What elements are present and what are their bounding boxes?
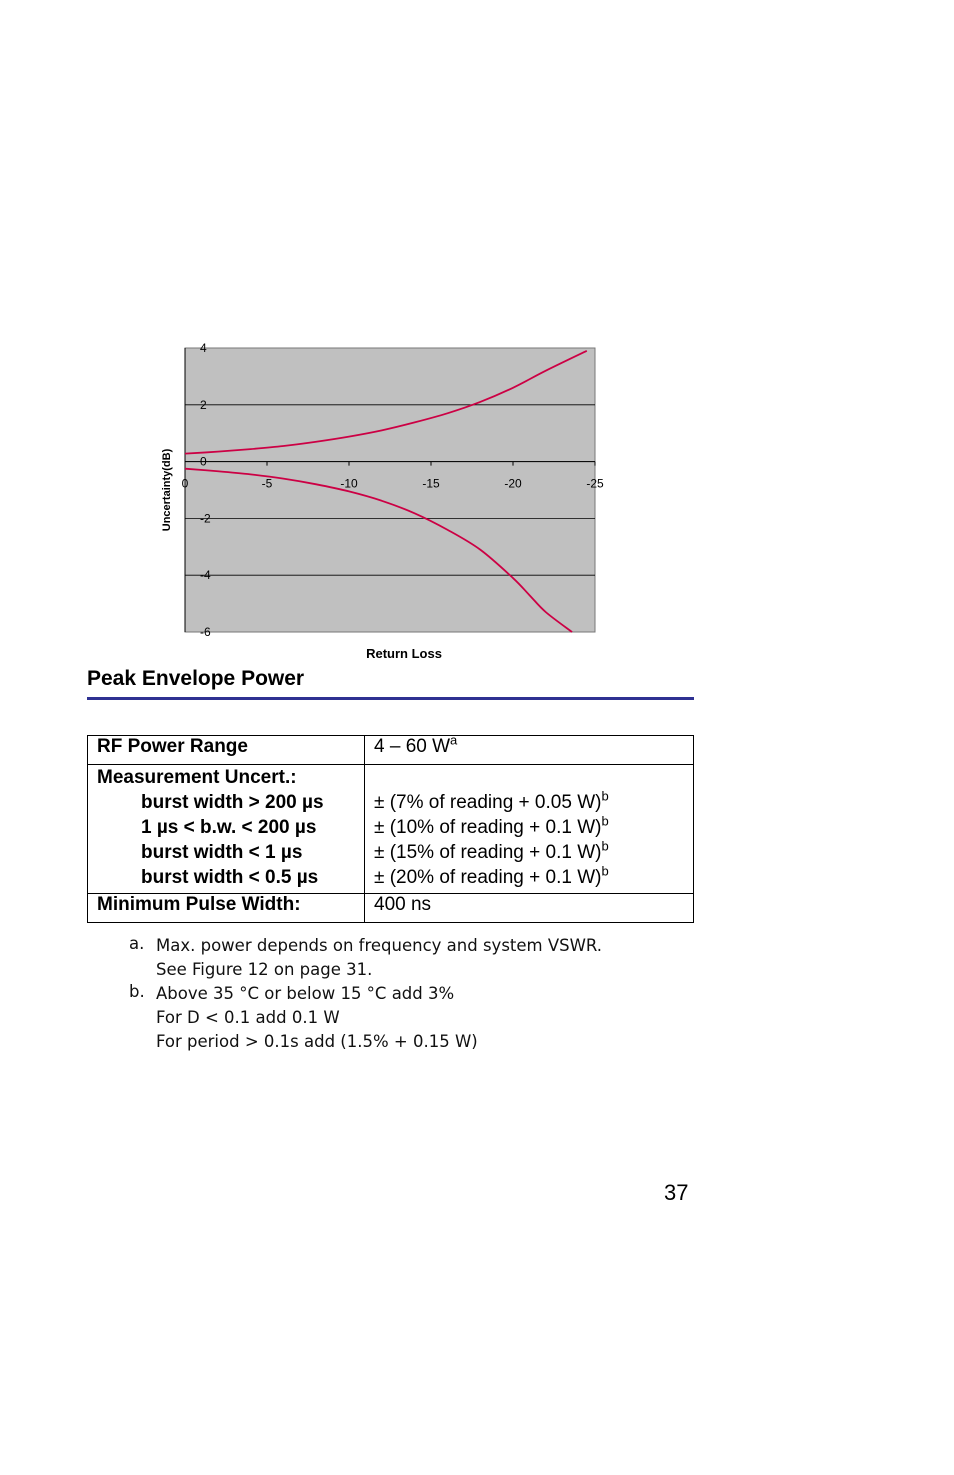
- y-tick-label: -2: [200, 511, 211, 526]
- measurement-values: [365, 765, 694, 894]
- x-tick-label: 0: [181, 476, 189, 491]
- min-pulse-label: Minimum Pulse Width:: [88, 894, 365, 923]
- burst-label: burst width < 1 µs: [141, 842, 303, 863]
- y-tick-label: -6: [200, 625, 211, 639]
- footnote-ref: a: [450, 732, 458, 748]
- footnote-ref: b: [601, 838, 609, 854]
- y-tick-label: 4: [200, 341, 207, 355]
- section-divider: [87, 697, 694, 700]
- uncertainty-chart: [150, 335, 620, 665]
- burst-label: burst width < 0.5 µs: [141, 867, 319, 888]
- uncert-value: ± (10% of reading + 0.1 W)$^b$: [374, 813, 609, 838]
- footnote-line: Above 35 °C or below 15 °C add 3%: [156, 984, 455, 1003]
- x-tick-label: -20: [504, 476, 522, 491]
- table-row: [88, 765, 694, 894]
- min-pulse-value: 400 ns: [365, 894, 694, 923]
- footnote-b: [129, 982, 669, 1054]
- uncert-value: ± (15% of reading + 0.1 W)$^b$: [374, 838, 609, 863]
- footnote-line: Max. power depends on frequency and system VSWR.: [156, 936, 603, 955]
- x-axis-label: Return Loss: [366, 646, 442, 661]
- footnote-marker: b.: [129, 982, 145, 1001]
- footnote-ref: b: [601, 788, 609, 804]
- table-row: [88, 736, 694, 765]
- measurement-labels: [88, 765, 365, 894]
- x-tick-label: -25: [586, 476, 604, 491]
- table-row: [88, 894, 694, 923]
- burst-label: 1 µs < b.w. < 200 µs: [141, 817, 317, 838]
- footnote-line: For D < 0.1 add 0.1 W: [156, 1008, 340, 1027]
- footnote-line: See Figure 12 on page 31.: [156, 960, 373, 979]
- rf-power-range-value: 4 – 60 $W^a$: [365, 736, 694, 765]
- y-axis-label: Uncertainty(dB): [161, 448, 173, 532]
- spec-table: [87, 732, 694, 923]
- burst-label: burst width > 200 µs: [141, 792, 324, 813]
- y-tick-label: 0: [200, 454, 207, 469]
- plot-area: [185, 348, 595, 632]
- y-tick-label: -4: [200, 568, 211, 583]
- measurement-uncert-label: Measurement Uncert.:: [97, 767, 297, 788]
- section-title: Peak Envelope Power: [87, 667, 305, 690]
- page-number: 37: [664, 1180, 689, 1205]
- footnote-ref: b: [601, 863, 609, 879]
- x-tick-label: -5: [261, 476, 273, 491]
- uncert-value: ± (7% of reading + 0.05 W)$^b$: [374, 788, 609, 813]
- footnote-line: For period > 0.1s add (1.5% + 0.15 W): [156, 1032, 478, 1051]
- footnote-ref: b: [601, 813, 609, 829]
- footnotes: [129, 934, 669, 1054]
- footnote-marker: a.: [129, 934, 145, 953]
- x-tick-label: -10: [340, 476, 358, 491]
- rf-power-range-label: RF Power Range: [88, 736, 365, 765]
- x-tick-label: -15: [422, 476, 440, 491]
- uncert-value: ± (20% of reading + 0.1 W)$^b$: [374, 863, 609, 888]
- y-tick-label: 2: [200, 397, 207, 412]
- footnote-a: [129, 934, 669, 982]
